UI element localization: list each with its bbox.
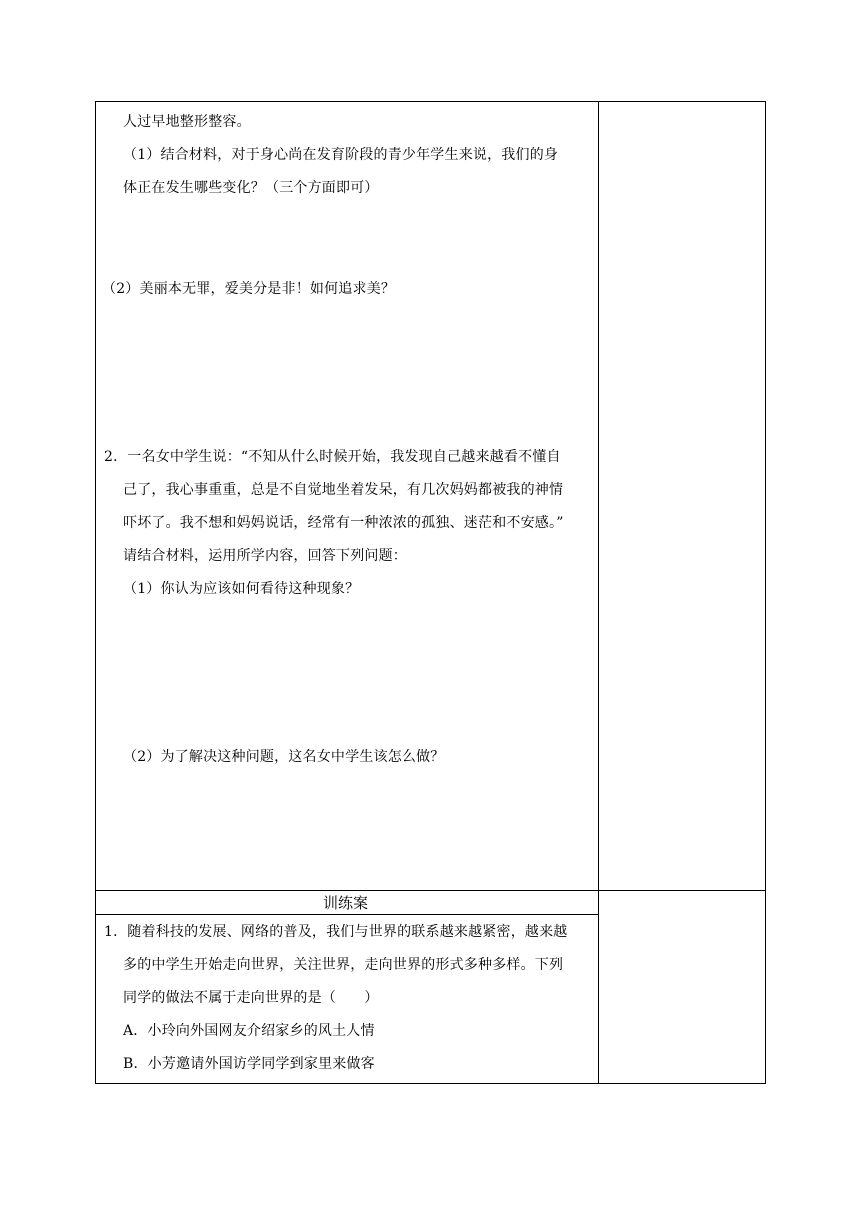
table-left-border	[95, 101, 96, 1084]
table-column-divider	[598, 101, 599, 1084]
question2-line1: 2．一名女中学生说：“不知从什么时候开始，我发现自己越来越看不懂自	[104, 449, 561, 465]
training-q1-option-b: B．小芳邀请外国访学同学到家里来做客	[123, 1056, 375, 1072]
question1-part1-line2: 体正在发生哪些变化？（三个方面即可）	[123, 180, 379, 196]
table-row-divider	[95, 890, 766, 891]
table-bottom-border	[95, 1083, 766, 1084]
training-q1-line3: 同学的做法不属于走向世界的是（ ）	[123, 990, 379, 1006]
table-top-border	[95, 101, 766, 102]
question1-part1-line1: （1）结合材料，对于身心尚在发育阶段的青少年学生来说，我们的身	[123, 147, 559, 163]
question2-line2: 己了，我心事重重，总是不自觉地坐着发呆，有几次妈妈都被我的神情	[123, 482, 564, 498]
question2-line3: 吓坏了。我不想和妈妈说话，经常有一种浓浓的孤独、迷茫和不安感。”	[123, 515, 564, 531]
question1-part2: （2）美丽本无罪，爱美分是非！如何追求美？	[102, 281, 396, 297]
material-ending-line: 人过早地整形整容。	[123, 114, 251, 130]
table-right-border	[765, 101, 766, 1084]
question2-part2: （2）为了解决这种问题，这名女中学生该怎么做？	[123, 749, 445, 765]
training-q1-line2: 多的中学生开始走向世界，关注世界，走向世界的形式多种多样。下列	[123, 957, 564, 973]
training-header: 训练案	[323, 894, 369, 912]
table-header-divider	[95, 914, 599, 915]
question2-part1: （1）你认为应该如何看待这种现象？	[123, 581, 360, 597]
training-q1-line1: 1．随着科技的发展、网络的普及，我们与世界的联系越来越紧密，越来越	[104, 924, 568, 940]
training-q1-option-a: A．小玲向外国网友介绍家乡的风土人情	[123, 1023, 375, 1039]
question2-line4: 请结合材料，运用所学内容，回答下列问题：	[123, 548, 407, 564]
